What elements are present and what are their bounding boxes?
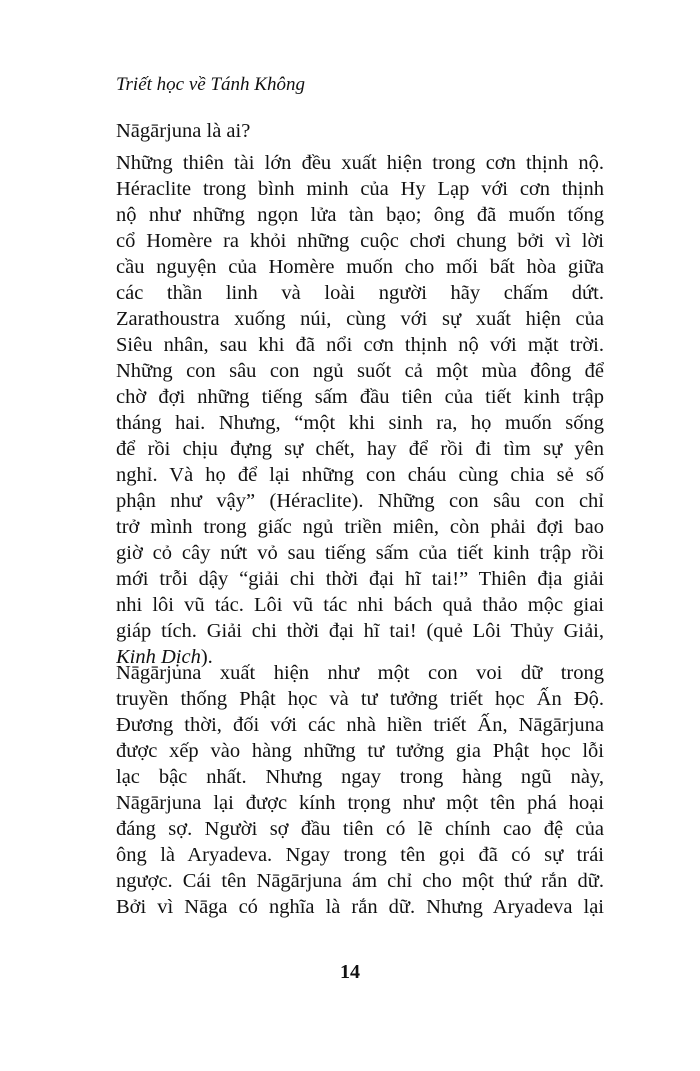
text-line: giờ cỏ cây nứt vỏ sau tiếng sấm của tiết kinh trập rồi [116,542,604,564]
text-line: cầu nguyện của Homère muốn cho mối bất hòa giữa [116,256,604,278]
text-line: mới trỗi dậy “giải chi thời đại hĩ tai!” Thiên địa giải [116,568,604,590]
page-number: 14 [340,961,360,983]
text-line: nghỉ. Và họ để lại những con cháu cùng chia sẻ số [116,464,604,486]
text-line: truyền thống Phật học và tư tưởng triết học Ấn Độ. [116,688,604,710]
paragraph-1 [116,150,604,670]
text-line: ông là Aryadeva. Ngay trong tên gọi đã có sự trái [116,844,604,866]
section-question: Nāgārjuna là ai? [116,120,251,142]
text-line: Những thiên tài lớn đều xuất hiện trong cơn thịnh nộ. [116,152,604,174]
text-line: Héraclite trong bình minh của Hy Lạp với cơn thịnh [116,178,604,200]
text-line: Nāgārjuna lại được kính trọng như một tên phá hoại [116,792,604,814]
text-line: Đương thời, đối với các nhà hiền triết Ấn, Nāgārjuna [116,714,604,736]
text-line: Bởi vì Nāga có nghĩa là rắn dữ. Nhưng Aryadeva lại [116,896,604,918]
text-line: trở mình trong giấc ngủ triền miên, còn phải đợi bao [116,516,604,538]
text-line: Những con sâu con ngủ suốt cả một mùa đông để [116,360,604,382]
paragraph-2 [116,660,604,920]
text-line: Nāgārjuna xuất hiện như một con voi dữ trong [116,662,604,684]
text-line: được xếp vào hàng những tư tưởng gia Phật học lỗi [116,740,604,762]
text-line: cổ Homère ra khỏi những cuộc chơi chung bởi vì lời [116,230,604,252]
text-fragment: ). [200,646,213,668]
italic-book-title: Kinh Dịch [116,646,201,668]
text-line: Siêu nhân, sau khi đã nổi cơn thịnh nộ với mặt trời. [116,334,604,356]
text-line: phận như vậy” (Héraclite). Những con sâu con chỉ [116,490,604,512]
text-line: chờ đợi những tiếng sấm đầu tiên của tiết kinh trập [116,386,604,408]
text-line: lạc bậc nhất. Nhưng ngay trong hàng ngũ này, [116,766,604,788]
text-line: các thần linh và loài người hãy chấm dứt. [116,282,604,304]
text-line: nhi lôi vũ tác. Lôi vũ tác nhi bách quả thảo mộc giai [116,594,604,616]
text-line: đáng sợ. Người sợ đầu tiên có lẽ chính cao đệ của [116,818,604,840]
text-line: giáp tích. Giải chi thời đại hĩ tai! (quẻ Lôi Thủy Giải, [116,620,604,642]
text-line: nộ như những ngọn lửa tàn bạo; ông đã muốn tống [116,204,604,226]
text-line: tháng hai. Nhưng, “một khi sinh ra, họ muốn sống [116,412,604,434]
running-head: Triết học về Tánh Không [116,74,305,95]
text-line: ngược. Cái tên Nāgārjuna ám chỉ cho một thứ rắn dữ. [116,870,604,892]
text-line: Zarathoustra xuống núi, cùng với sự xuất hiện của [116,308,604,330]
text-line: để rồi chịu đựng sự chết, hay để rồi đi tìm sự yên [116,438,604,460]
